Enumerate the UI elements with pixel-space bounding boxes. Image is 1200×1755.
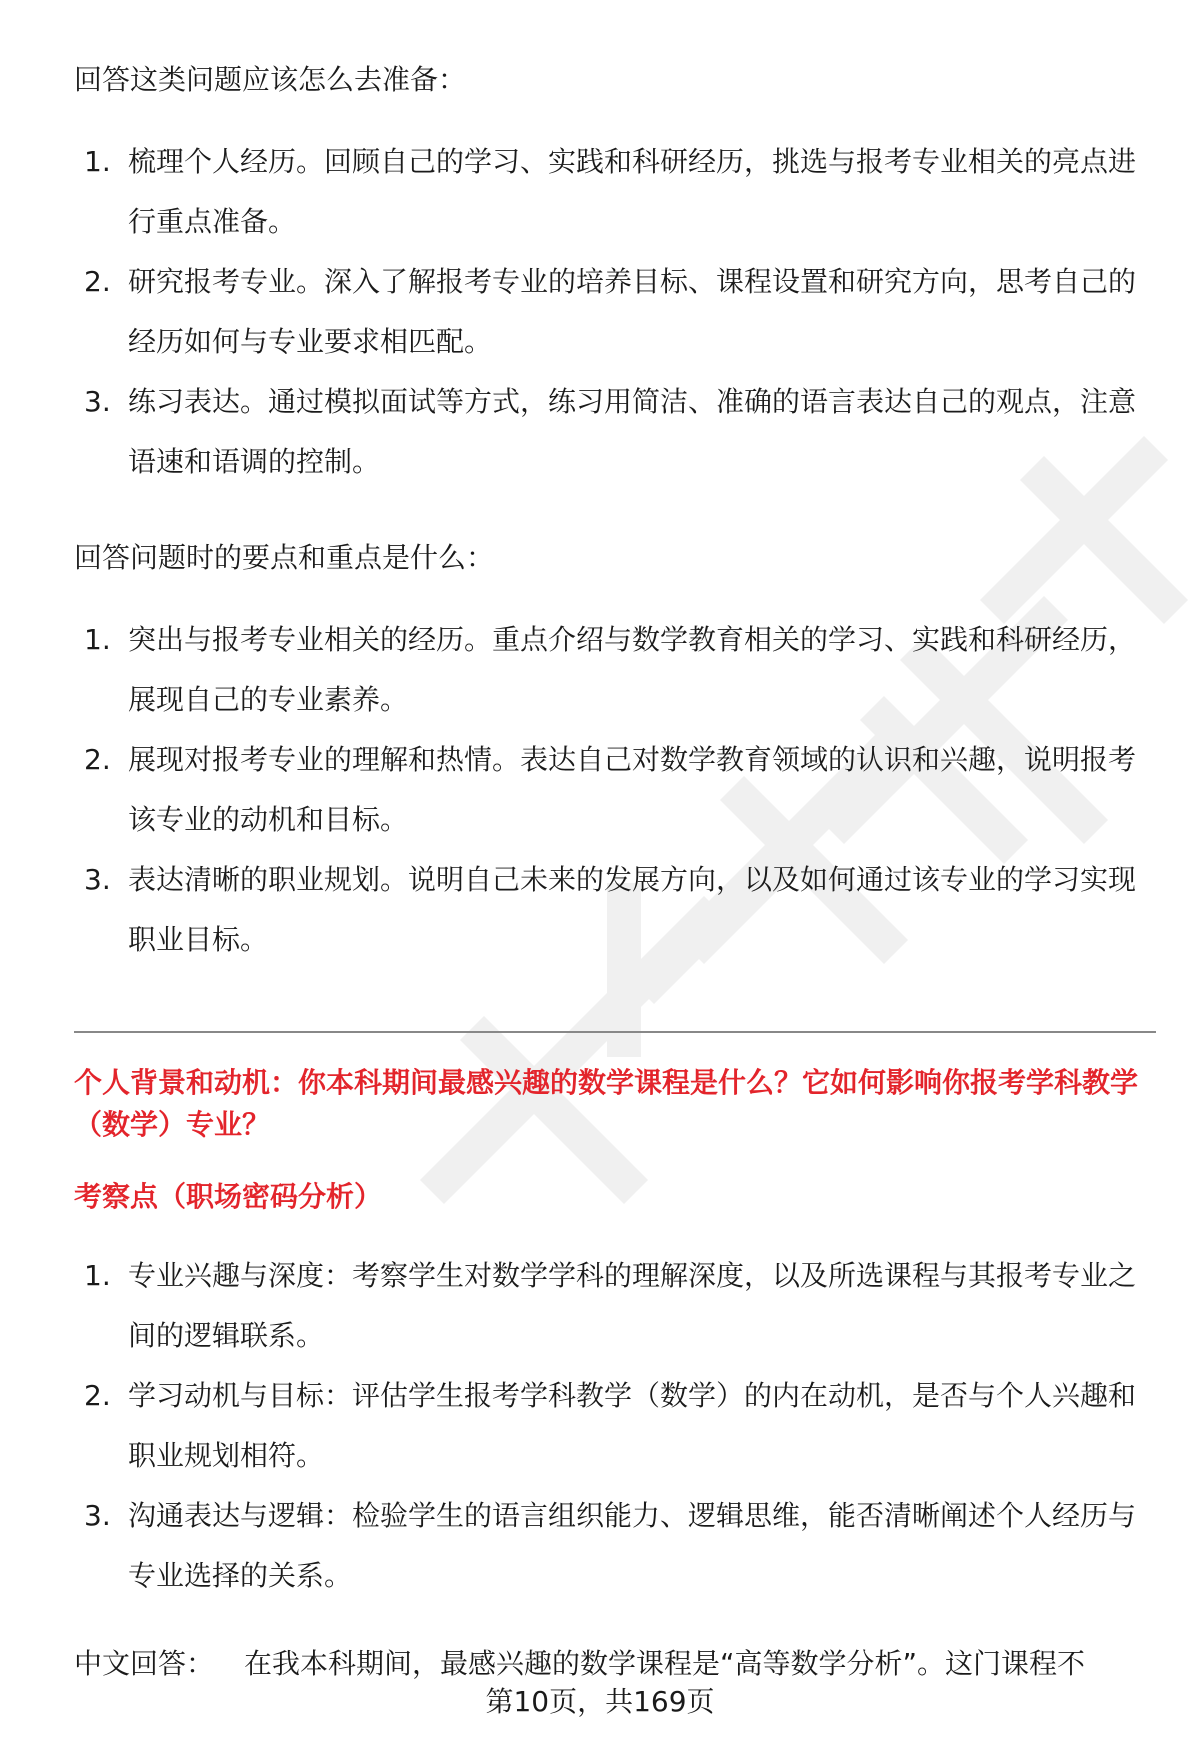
list-item-text: 学习动机与目标：评估学生报考学科教学（数学）的内在动机，是否与个人兴趣和职业规划相符。 bbox=[128, 1379, 1137, 1472]
list-item-number: 3. bbox=[84, 1499, 111, 1532]
list-item-number: 3. bbox=[84, 863, 111, 896]
list-item bbox=[74, 850, 1156, 970]
list-item bbox=[74, 132, 1156, 252]
list-item-number: 1. bbox=[84, 1259, 111, 1292]
answer-text: 在我本科期间，最感兴趣的数学课程是“高等数学分析”。这门课程不 bbox=[244, 1647, 1086, 1680]
list-item-number: 2. bbox=[84, 743, 111, 776]
section2-list bbox=[74, 610, 1156, 970]
list-item-text: 突出与报考专业相关的经历。重点介绍与数学教育相关的学习、实践和科研经历，展现自己的专业素养。 bbox=[128, 623, 1137, 716]
list-item-number: 1. bbox=[84, 145, 111, 178]
list-item-text: 研究报考专业。深入了解报考专业的培养目标、课程设置和研究方向，思考自己的经历如何与专业要求相匹配。 bbox=[128, 265, 1137, 358]
list-item-text: 练习表达。通过模拟面试等方式，练习用简洁、准确的语言表达自己的观点，注意语速和语调的控制。 bbox=[128, 385, 1137, 478]
list-item bbox=[74, 1366, 1156, 1486]
list-item-number: 2. bbox=[84, 1379, 111, 1412]
section-divider bbox=[74, 1031, 1156, 1033]
section1-list bbox=[74, 132, 1156, 492]
list-item bbox=[74, 252, 1156, 372]
list-item-number: 1. bbox=[84, 623, 111, 656]
section2-heading: 回答问题时的要点和重点是什么： bbox=[74, 541, 495, 574]
question-title: 个人背景和动机：你本科期间最感兴趣的数学课程是什么？它如何影响你报考学科教学（数学）专业？ bbox=[74, 1066, 1139, 1141]
list-item-number: 3. bbox=[84, 385, 111, 418]
list-item-text: 梳理个人经历。回顾自己的学习、实践和科研经历，挑选与报考专业相关的亮点进行重点准备。 bbox=[128, 145, 1137, 238]
answer-paragraph bbox=[74, 1644, 1174, 1684]
list-item bbox=[74, 1246, 1156, 1366]
list-item-text: 表达清晰的职业规划。说明自己未来的发展方向，以及如何通过该专业的学习实现职业目标。 bbox=[128, 863, 1137, 956]
answer-label: 中文回答： bbox=[74, 1647, 215, 1680]
list-item bbox=[74, 372, 1156, 492]
question-analysis-list bbox=[74, 1246, 1156, 1606]
list-item bbox=[74, 610, 1156, 730]
list-item-number: 2. bbox=[84, 265, 111, 298]
document-page bbox=[74, 0, 1156, 1755]
list-item bbox=[74, 1486, 1156, 1606]
section1-heading: 回答这类问题应该怎么去准备： bbox=[74, 63, 467, 96]
list-item-text: 专业兴趣与深度：考察学生对数学学科的理解深度，以及所选课程与其报考专业之间的逻辑联系。 bbox=[128, 1259, 1137, 1352]
question-subtitle: 考察点（职场密码分析） bbox=[74, 1180, 383, 1213]
list-item bbox=[74, 730, 1156, 850]
list-item-text: 展现对报考专业的理解和热情。表达自己对数学教育领域的认识和兴趣，说明报考该专业的动机和目标。 bbox=[128, 743, 1137, 836]
page-number: 第10页，共169页 bbox=[485, 1685, 715, 1718]
list-item-text: 沟通表达与逻辑：检验学生的语言组织能力、逻辑思维，能否清晰阐述个人经历与专业选择的关系。 bbox=[128, 1499, 1137, 1592]
